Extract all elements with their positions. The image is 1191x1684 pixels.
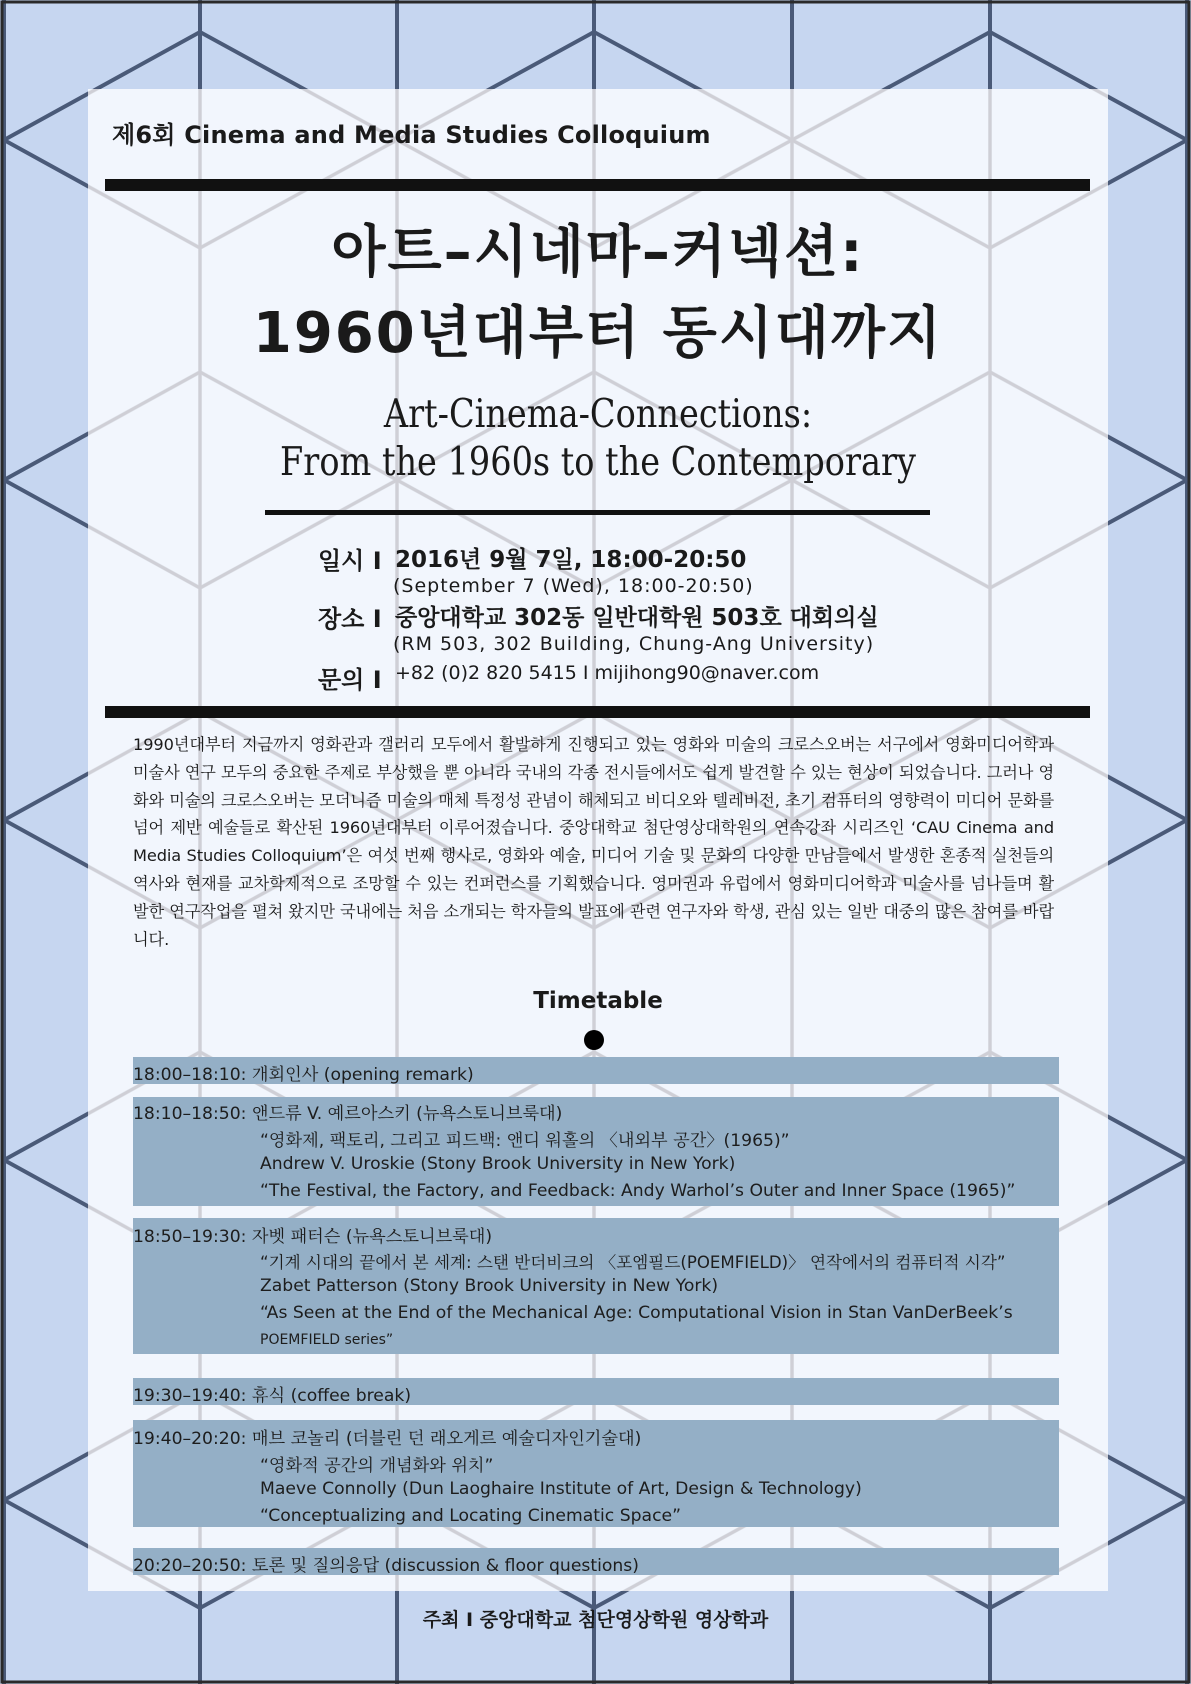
session-connolly-title-en: “Conceptualizing and Locating Cinematic Space”: [260, 1506, 681, 1526]
place-value: 중앙대학교 302동 일반대학원 503호 대회의실: [395, 605, 879, 631]
title-rule: [265, 510, 930, 515]
date-label: 일시 I: [318, 547, 382, 575]
title-english-line2: From the 1960s to the Contemporary: [280, 440, 916, 485]
session-patterson-speaker: Zabet Patterson (Stony Brook University in New York): [260, 1276, 719, 1296]
contact-label: 문의 I: [318, 666, 382, 694]
timetable-title: Timetable: [533, 988, 663, 1014]
session-uroskie-head: 18:10–18:50: 앤드류 V. 예르아스키 (뉴욕스토니브룩대): [133, 1104, 563, 1124]
session-patterson-title-ko: “기계 시대의 끝에서 본 세계: 스탠 반더비크의 〈포엠필드(POEMFIELD)〉 연작에서의 컴퓨터적 시각”: [260, 1253, 1006, 1272]
title-korean-line1: 아트–시네마–커넥션:: [331, 220, 865, 285]
title-english-line1: Art-Cinema-Connections:: [383, 392, 813, 437]
intro-paragraph: 1990년대부터 지금까지 영화관과 갤러리 모두에서 활발하게 진행되고 있는 영화와 미술의 크로스오버는 서구에서 영화미디어학과 미술사 연구 모두의 중요한 주제로 부상했을 뿐 아니라 국내의 각종 전시들에서도 쉽게 발견할 수 있는 현상이 되었습니다. 그러나 영화와 미술의 크로스오버는 모더니즘 미술의 매체 특정성 관념이 해체되고 비디오와 텔레비전, 초기 컴퓨터의 영향력이 미디어 문화를 넘어 제반 예술들로 확산된 1960년대부터 이루어졌습니다. 중앙대학교 첨단영상대학원의 연속강좌 시리즈인 ‘CAU Cinema and Media Studies Colloquium’은 여섯 번째 행사로, 영화와 예술, 미디어 기술 및 문화의 다양한 만남들에서 발생한 혼종적 실천들의 역사와 현재를 교차학제적으로 조망할 수 있는 컨퍼런스를 기획했습니다. 영미권과 유럽에서 영화미디어학과 미술사를 넘나들며 활발한 연구작업을 펼쳐 왔지만 국내에는 처음 소개되는 학자들의 발표에 관련 연구자와 학생, 관심 있는 일반 대중의 많은 참여를 바랍니다.: [133, 735, 1054, 949]
session-patterson-title-en: “As Seen at the End of the Mechanical Age: Computational Vision in Stan VanDerBeek’s: [260, 1303, 1013, 1323]
date-value: 2016년 9월 7일, 18:00-20:50: [395, 547, 747, 573]
title-korean-line2: 1960년대부터 동시대까지: [252, 301, 944, 366]
session-uroskie-title-en: “The Festival, the Factory, and Feedback: Andy Warhol’s Outer and Inner Space (1965)”: [260, 1181, 1016, 1201]
contact-value: +82 (0)2 820 5415 I mijihong90@naver.com: [395, 662, 820, 684]
timetable-dot: [584, 1030, 604, 1050]
info-rule: [105, 706, 1090, 718]
session-connolly-title-ko: “영화적 공간의 개념화와 위치”: [260, 1456, 494, 1476]
session-patterson-title-en-cont: POEMFIELD series”: [260, 1332, 394, 1348]
session-patterson-head: 18:50–19:30: 자벳 패터슨 (뉴욕스토니브룩대): [133, 1227, 493, 1247]
session-opening-text: 18:00–18:10: 개회인사 (opening remark): [133, 1065, 474, 1085]
host-credit: 주최 I 중앙대학교 첨단영상학원 영상학과: [422, 1609, 769, 1631]
place-english: (RM 503, 302 Building, Chung-Ang University): [393, 633, 875, 655]
session-uroskie-title-ko: “영화제, 팩토리, 그리고 피드백: 앤디 워홀의 〈내외부 공간〉(1965)”: [260, 1131, 790, 1151]
series-title: 제6회 Cinema and Media Studies Colloquium: [112, 121, 711, 149]
session-break-text: 19:30–19:40: 휴식 (coffee break): [133, 1386, 412, 1406]
session-uroskie-speaker: Andrew V. Uroskie (Stony Brook University in New York): [260, 1154, 736, 1174]
session-discussion-text: 20:20–20:50: 토론 및 질의응답 (discussion & floor questions): [133, 1556, 639, 1576]
top-rule: [105, 179, 1090, 191]
place-label: 장소 I: [318, 605, 382, 633]
session-connolly-speaker: Maeve Connolly (Dun Laoghaire Institute of Art, Design & Technology): [260, 1479, 862, 1499]
date-english: (September 7 (Wed), 18:00-20:50): [393, 575, 754, 597]
session-connolly-head: 19:40–20:20: 매브 코놀리 (더블린 던 래오게르 예술디자인기술대): [133, 1429, 642, 1449]
